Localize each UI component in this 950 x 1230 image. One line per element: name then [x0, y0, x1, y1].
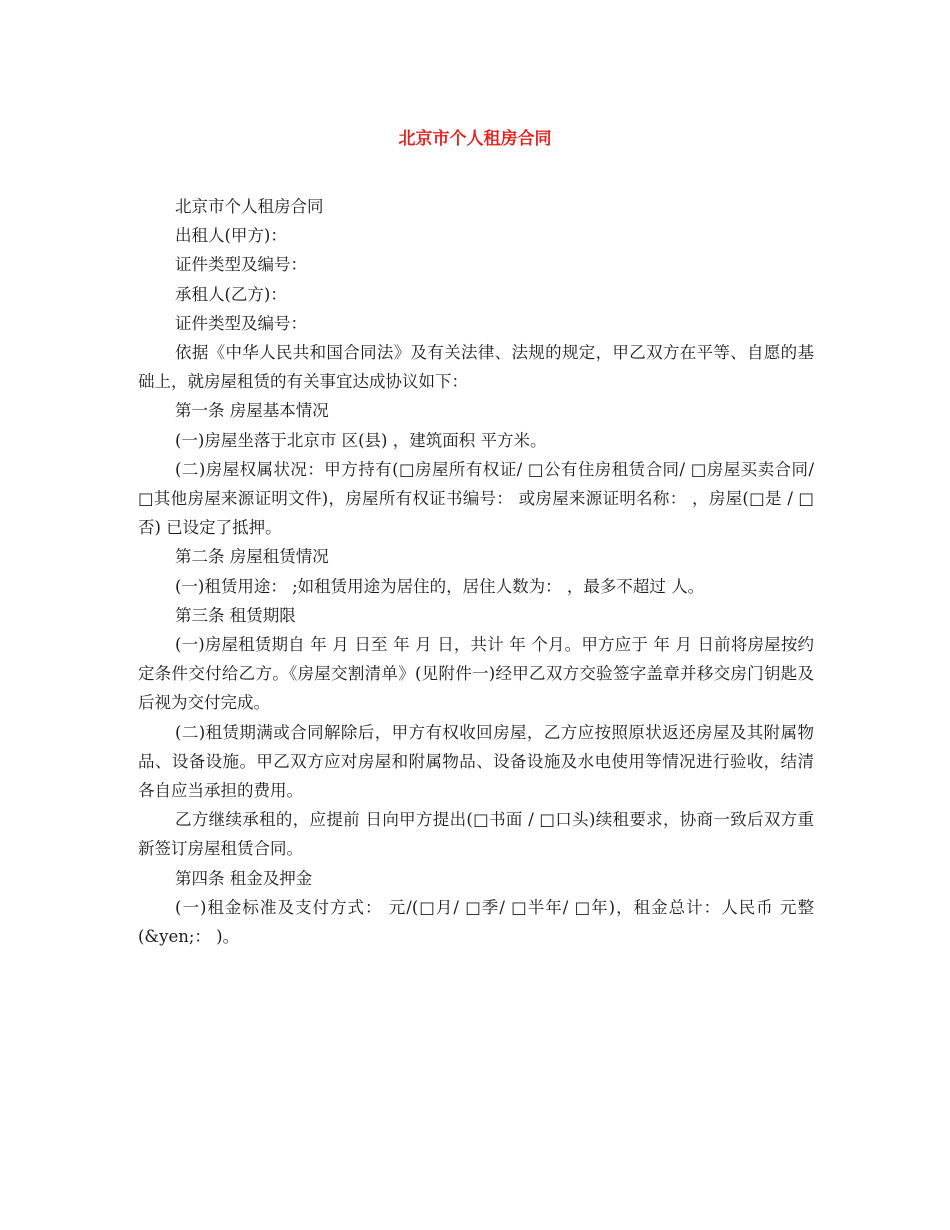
section-heading: 第一条 房屋基本情况 [175, 401, 329, 421]
document-title: 北京市个人租房合同 [398, 129, 552, 149]
paragraph: (一)房屋坐落于北京市 区(县) ，建筑面积 平方米。 [175, 430, 547, 450]
section-heading: 第二条 房屋租赁情况 [175, 547, 329, 567]
paragraph: (二)租赁期满或合同解除后，甲方有权收回房屋，乙方应按照原状返还房屋及其附属物品、设备设施。甲乙双方应对房屋和附属物品、设备设施及水电使用等情况进行验收，结清各自应当承担的费用。 [138, 722, 814, 801]
paragraph: 出租人(甲方)： [175, 226, 287, 246]
paragraph: 承租人(乙方)： [175, 284, 287, 304]
paragraph: 乙方继续承租的，应提前 日向甲方提出(□书面 / □口头)续租要求，协商一致后双方重新签订房屋租赁合同。 [138, 810, 814, 859]
paragraph: (一)租赁用途： ;如租赁用途为居住的，居住人数为： ，最多不超过 人。 [175, 576, 705, 596]
paragraph: (二)房屋权属状况：甲方持有(□房屋所有权证/ □公有住房租赁合同/ □房屋买卖合同/ □其他房屋来源证明文件)，房屋所有权证书编号： 或房屋来源证明名称： ，房屋(□是 / □否) 已设定了抵押。 [138, 459, 814, 538]
paragraph: (一)租金标准及支付方式： 元/(□月/ □季/ □半年/ □年)，租金总计：人民币 元整(&yen;： )。 [138, 897, 814, 947]
section-heading: 第四条 租金及押金 [175, 868, 313, 888]
paragraph: (一)房屋租赁期自 年 月 日至 年 月 日，共计 年 个月。甲方应于 年 月 日前将房屋按约定条件交付给乙方。《房屋交割清单》(见附件一)经甲乙双方交验签字盖章并移交房门钥匙及 后视为交付完成。 [138, 635, 814, 713]
paragraph: 依据《中华人民共和国合同法》及有关法律、法规的规定，甲乙双方在平等、自愿的基础上，就房屋租赁的有关事宜达成协议如下： [138, 343, 814, 392]
paragraph: 证件类型及编号： [175, 313, 307, 333]
section-heading: 第三条 租赁期限 [175, 605, 296, 625]
paragraph: 证件类型及编号： [175, 255, 307, 275]
document-body [138, 192, 814, 951]
paragraph: 北京市个人租房合同 [175, 197, 324, 216]
